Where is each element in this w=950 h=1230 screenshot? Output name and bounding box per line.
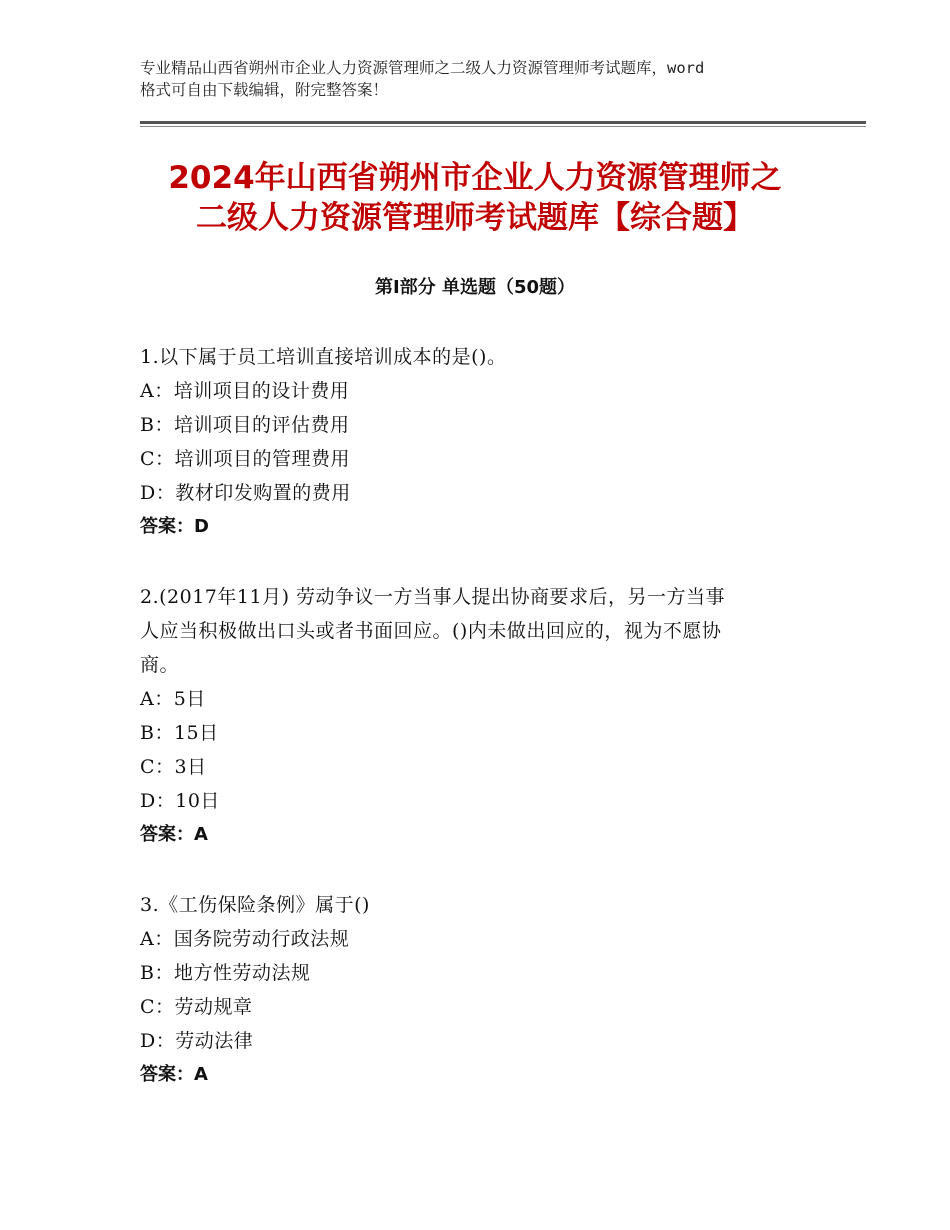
header-note-line-1: 专业精品山西省朔州市企业人力资源管理师之二级人力资源管理师考试题库，word [140, 59, 705, 77]
question-stem: 3.《工伤保险条例》属于() [140, 894, 370, 916]
question-item [140, 888, 800, 1092]
option-b: B：地方性劳动法规 [140, 962, 311, 984]
document-title [110, 158, 840, 238]
option-b: B：培训项目的评估费用 [140, 414, 350, 436]
section-heading: 第Ⅰ部分 单选题（50题） [374, 277, 575, 298]
answer-label: 答案：A [140, 824, 208, 845]
option-d: D：教材印发购置的费用 [140, 482, 351, 504]
answer-label: 答案：A [140, 1064, 208, 1085]
document-title-line-2: 二级人力资源管理师考试题库【综合题】 [196, 200, 754, 236]
option-d: D：劳动法律 [140, 1030, 254, 1052]
option-a: A：培训项目的设计费用 [140, 380, 350, 402]
question-stem: 1.以下属于员工培训直接培训成本的是()。 [140, 346, 507, 368]
option-c: C：3日 [140, 756, 207, 778]
header-note [140, 57, 840, 101]
option-d: D：10日 [140, 790, 220, 812]
question-list [140, 340, 800, 1128]
option-a: A：国务院劳动行政法规 [140, 928, 350, 950]
question-stem-continued: 人应当积极做出口头或者书面回应。()内未做出回应的，视为不愿协 [140, 620, 722, 642]
header-divider-thick [140, 121, 866, 124]
question-stem: 2.(2017年11月) 劳动争议一方当事人提出协商要求后，另一方当事 [140, 586, 726, 608]
header-divider-thin [140, 126, 866, 127]
header-note-line-2: 格式可自由下载编辑，附完整答案！ [140, 81, 389, 99]
option-a: A：5日 [140, 688, 206, 710]
question-item [140, 580, 800, 852]
question-item [140, 340, 800, 544]
option-c: C：劳动规章 [140, 996, 253, 1018]
question-stem-continued: 商。 [140, 654, 180, 676]
answer-label: 答案：D [140, 516, 209, 537]
option-c: C：培训项目的管理费用 [140, 448, 351, 470]
option-b: B：15日 [140, 722, 219, 744]
document-title-line-1: 2024年山西省朔州市企业人力资源管理师之 [168, 160, 782, 196]
